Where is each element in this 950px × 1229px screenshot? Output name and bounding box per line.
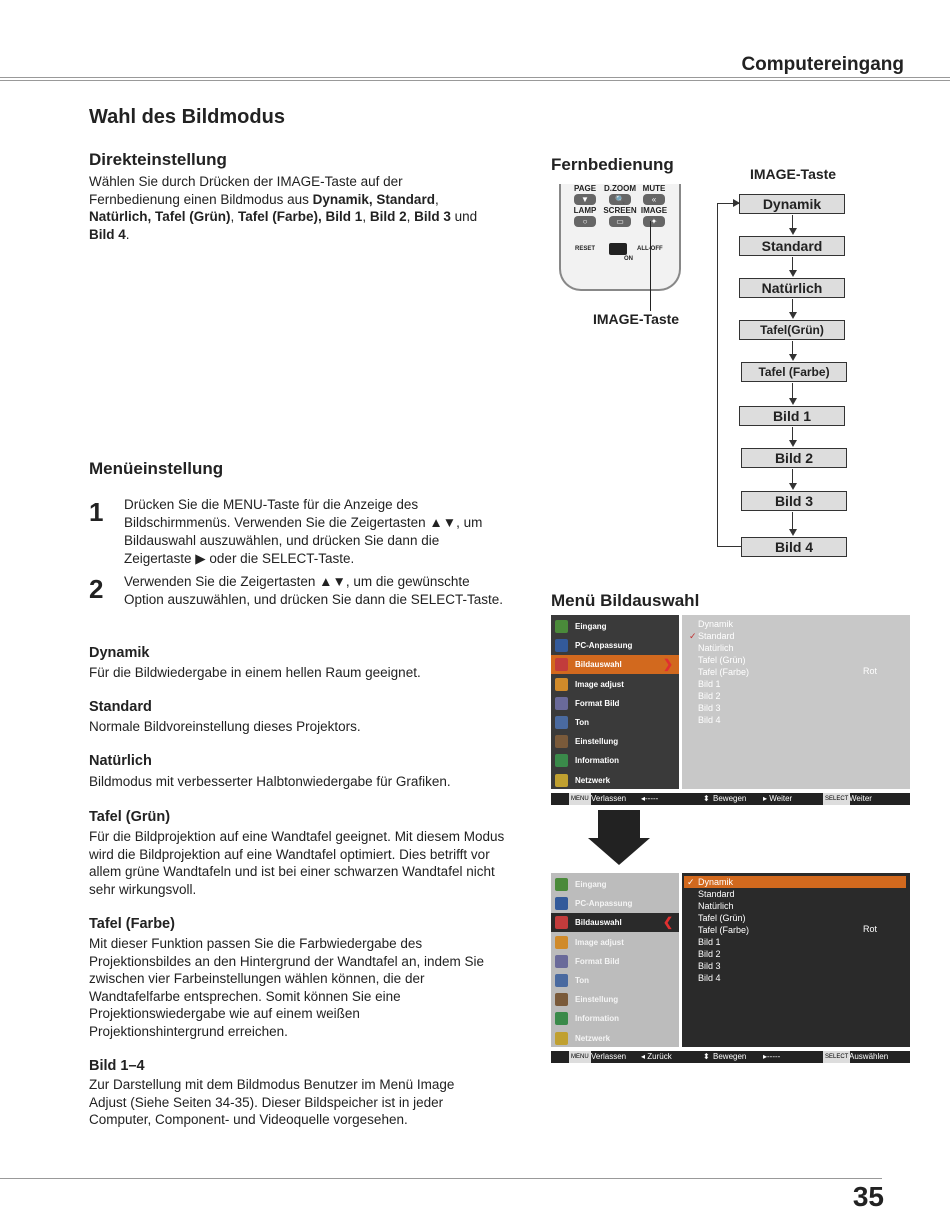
menu-item-icon	[555, 993, 568, 1006]
menu-item-icon	[555, 716, 568, 729]
osd-status-bar	[551, 1051, 910, 1063]
osd-option[interactable]	[698, 900, 734, 912]
osd-option-label: Bild 2	[698, 949, 721, 959]
flow-arrowhead	[789, 354, 797, 361]
header-rule	[0, 77, 950, 78]
osd-option-label: Bild 3	[698, 703, 721, 713]
menu-item-icon	[555, 658, 568, 671]
tafel-color-value: Rot	[863, 666, 878, 676]
move-icon: ⬍	[703, 1052, 710, 1061]
mute-button: «	[643, 194, 665, 205]
move-label: Bewegen	[713, 794, 747, 803]
osd-left-item-label: PC-Anpassung	[575, 641, 633, 651]
osd-left-item-label: Ton	[575, 718, 590, 727]
menu-key: MENU	[569, 793, 591, 805]
osd-left-item-label: Einstellung	[575, 995, 619, 1005]
flow-arrow	[792, 383, 793, 398]
osd-option-label: Standard	[698, 631, 735, 641]
osd-left-panel	[551, 615, 679, 789]
osd-option-label: Standard	[698, 889, 735, 899]
mute-label: MUTE	[642, 184, 666, 193]
next-label: ▸ Weiter	[763, 794, 793, 803]
osd-option[interactable]	[698, 618, 733, 630]
osd-left-item[interactable]	[551, 636, 679, 655]
flow-box: Natürlich	[739, 278, 845, 298]
alloff-label: ALL-OFF	[637, 246, 663, 252]
footer-rule	[0, 1178, 882, 1179]
flow-arrowhead	[789, 228, 797, 235]
osd-option-label: Bild 1	[698, 679, 721, 689]
flow-arrow	[792, 257, 793, 270]
direkt-heading: Direkteinstellung	[89, 150, 227, 169]
osd-left-item-label: Eingang	[575, 622, 607, 631]
switch-icon	[609, 243, 627, 255]
osd-right-panel	[682, 615, 910, 789]
menu-item-icon	[555, 639, 568, 652]
osd-option-label: Tafel (Farbe)	[698, 667, 750, 677]
back-label: ◂ Zurück	[641, 1052, 672, 1061]
flow-arrowhead	[789, 529, 797, 536]
menu-item-icon	[555, 697, 568, 710]
osd-option-label: Natürlich	[698, 901, 734, 911]
osd-left-item-label: Bildauswahl	[575, 918, 622, 928]
lamp-button: ○	[574, 216, 596, 227]
osd-left-item[interactable]	[551, 1029, 679, 1048]
osd-option[interactable]	[698, 690, 721, 702]
osd-left-item-label: Image adjust	[575, 679, 624, 689]
next-label: ▸-----	[763, 1052, 781, 1061]
lamp-label: LAMP	[573, 206, 597, 215]
menu-item-icon	[555, 678, 568, 691]
mode-natuerlich-desc: Bildmodus mit verbesserter Halbtonwiedergabe für Grafiken.	[89, 774, 451, 789]
select-key: SELECT	[823, 793, 850, 805]
flow-loop-arrowhead	[733, 199, 740, 207]
osd-option-label: Bild 2	[698, 691, 721, 701]
osd-option[interactable]	[698, 654, 746, 666]
osd-option[interactable]	[698, 642, 734, 654]
flow-loop-line	[717, 203, 718, 546]
move-label: Bewegen	[713, 1052, 747, 1061]
osd-option[interactable]	[698, 702, 721, 714]
menu-item-icon	[555, 955, 568, 968]
menu-item-icon	[555, 974, 568, 987]
osd-option[interactable]	[698, 678, 721, 690]
osd-left-item[interactable]	[551, 675, 679, 694]
select-label: Auswählen	[849, 1052, 889, 1061]
osd-option[interactable]	[698, 912, 746, 924]
mode-tafel-gruen-desc: Für die Bildprojektion auf eine Wandtafel geeignet. Mit diesem Modus wird die Bildprojektion auf eine Wandtafel optimiert. Dies betrifft vor allem grüne Wandtafeln und ist bei einer schwarzen Wandtafel nicht sehr wirkungsvoll.	[89, 829, 505, 897]
page-number: 35	[852, 1181, 884, 1212]
osd-option-label: Natürlich	[698, 643, 734, 653]
osd-left-item[interactable]	[551, 971, 679, 990]
flow-arrowhead	[789, 398, 797, 405]
osd-option-label: Tafel (Farbe)	[698, 925, 750, 935]
osd-option[interactable]	[698, 960, 721, 972]
flow-arrow	[792, 427, 793, 440]
osd-left-item[interactable]	[551, 894, 679, 913]
menu-item-icon	[555, 1032, 568, 1045]
osd-left-item-label: Information	[575, 1014, 619, 1024]
osd-left-item[interactable]	[551, 751, 679, 770]
osd-left-item-label: Information	[575, 756, 619, 766]
remote-callout: IMAGE-Taste	[593, 311, 680, 327]
mode-bild-title: Bild 1–4	[89, 1058, 145, 1074]
osd-left-item[interactable]	[551, 617, 679, 636]
direkt-text: Wählen Sie durch Drücken der IMAGE-Taste auf der Fernbedienung einen Bildmodus aus Dynamik, Standard, Natürlich, Tafel (Grün), Tafel (Farbe), Bild 1, Bild 2, Bild 3 und Bild 4.	[89, 174, 478, 242]
osd-option-label: Bild 1	[698, 937, 721, 947]
osd-left-item[interactable]	[551, 875, 679, 894]
osd-left-item-label: Format Bild	[575, 956, 620, 966]
remote-heading: Fernbedienung	[551, 155, 674, 174]
dzoom-button: 🔍	[609, 194, 631, 205]
step-2-text: Verwenden Sie die Zeigertasten ▲▼, um die gewünschte Option auszuwählen, und drücken Sie dann die SELECT-Taste.	[124, 574, 503, 607]
flow-box: Bild 4	[741, 537, 847, 557]
on-label: ON	[624, 256, 633, 262]
screen-button: ▭	[609, 216, 631, 227]
chevron-right-icon: ❯	[662, 657, 673, 672]
menu-item-icon	[555, 620, 568, 633]
flow-arrow	[792, 469, 793, 483]
osd-left-item[interactable]	[551, 1009, 679, 1028]
leave-label: Verlassen	[591, 1052, 627, 1061]
osd-left-item[interactable]	[551, 732, 679, 751]
down-arrow-shaft	[598, 810, 640, 838]
osd-option-label: Dynamik	[698, 877, 734, 887]
osd-left-item-label: Ton	[575, 976, 590, 985]
osd-left-item-label: Bildauswahl	[575, 660, 622, 670]
mode-standard-desc: Normale Bildvoreinstellung dieses Projektors.	[89, 719, 361, 734]
check-icon: ✓	[687, 877, 695, 887]
flow-arrowhead	[789, 483, 797, 490]
menu-item-icon	[555, 916, 568, 929]
mode-bild-desc: Zur Darstellung mit dem Bildmodus Benutzer im Menü Image Adjust (Siehe Seiten 34-35). Dieser Bildspeicher ist in jeder Computer, Component- und Videoquelle vorgesehen.	[89, 1077, 455, 1127]
osd-right-panel	[682, 873, 910, 1047]
flow-arrow	[792, 215, 793, 228]
flow-arrow	[792, 341, 793, 354]
osd-option[interactable]	[698, 714, 721, 726]
flow-box: Tafel (Farbe)	[741, 362, 847, 382]
flow-arrow	[792, 299, 793, 312]
menu-item-icon	[555, 936, 568, 949]
step-1-number: 1	[89, 497, 104, 527]
osd-option[interactable]	[684, 876, 906, 888]
menu-item-icon	[555, 897, 568, 910]
osd-option[interactable]	[698, 972, 721, 984]
osd-option[interactable]	[698, 936, 721, 948]
remote-control-illustration	[559, 184, 681, 291]
page-label: PAGE	[573, 184, 597, 193]
osd-menu-after	[551, 873, 910, 1065]
dzoom-label: D.ZOOM	[604, 184, 636, 193]
osd-left-item[interactable]	[551, 713, 679, 732]
flow-arrowhead	[789, 440, 797, 447]
osd-heading: Menü Bildauswahl	[551, 591, 700, 610]
osd-left-item[interactable]	[551, 694, 679, 713]
flow-box: Tafel(Grün)	[739, 320, 845, 340]
leave-label: Verlassen	[591, 794, 627, 803]
flow-box: Bild 3	[741, 491, 847, 511]
osd-left-item[interactable]	[551, 655, 679, 674]
osd-left-item[interactable]	[551, 771, 679, 790]
mode-dynamik-desc: Für die Bildwiedergabe in einem hellen Raum geeignet.	[89, 665, 421, 680]
osd-menu-before	[551, 615, 910, 807]
step-2-number: 2	[89, 574, 104, 604]
menu-item-icon	[555, 878, 568, 891]
mode-dynamik-title: Dynamik	[89, 645, 150, 661]
osd-option[interactable]	[698, 948, 721, 960]
flow-title: IMAGE-Taste	[750, 166, 837, 182]
menu-item-icon	[555, 735, 568, 748]
mode-tafel-farbe-title: Tafel (Farbe)	[89, 916, 175, 932]
osd-left-item-label: PC-Anpassung	[575, 899, 633, 909]
down-arrow-icon	[588, 838, 650, 865]
chevron-left-icon: ❮	[662, 915, 673, 930]
osd-status-bar	[551, 793, 910, 805]
osd-left-item-label: Einstellung	[575, 737, 619, 747]
osd-option-label: Bild 4	[698, 715, 721, 725]
menu-key: MENU	[569, 1051, 591, 1063]
menu-item-icon	[555, 1012, 568, 1025]
tafel-color-value: Rot	[863, 924, 878, 934]
osd-left-item-label: Image adjust	[575, 937, 624, 947]
osd-option-label: Tafel (Grün)	[698, 655, 746, 665]
osd-option[interactable]	[698, 888, 735, 900]
select-key: SELECT	[823, 1051, 850, 1063]
menu-heading: Menüeinstellung	[89, 459, 224, 478]
mode-natuerlich-title: Natürlich	[89, 753, 152, 769]
reset-label: RESET	[575, 246, 596, 252]
osd-left-item-label: Eingang	[575, 880, 607, 889]
flow-box: Bild 2	[741, 448, 847, 468]
osd-left-item-label: Netzwerk	[575, 1033, 611, 1043]
mode-tafel-farbe-desc: Mit dieser Funktion passen Sie die Farbwiedergabe des Projektionsbildes an den Hintergrund der Wandtafel an, indem Sie zwischen vier Farbeinstellungen wählen können, die der Wandtafelfarbe entsprechen. Somit können Sie eine Projektionswiedergabe wie auf einem weißen Projektionshintergrund erreichen.	[89, 936, 484, 1039]
osd-option[interactable]	[698, 924, 749, 936]
osd-option-label: Bild 4	[698, 973, 721, 983]
osd-option-label: Bild 3	[698, 961, 721, 971]
mode-standard-title: Standard	[89, 699, 152, 715]
menu-item-icon	[555, 774, 568, 787]
check-icon: ✓	[689, 631, 697, 641]
mode-tafel-gruen-title: Tafel (Grün)	[89, 809, 171, 825]
flow-box: Bild 1	[739, 406, 845, 426]
image-button: ✦	[643, 216, 665, 227]
image-label: IMAGE	[640, 206, 668, 215]
osd-option[interactable]	[698, 666, 749, 678]
screen-label: SCREEN	[603, 206, 637, 215]
osd-left-item-label: Format Bild	[575, 698, 620, 708]
menu-item-icon	[555, 754, 568, 767]
flow-box: Dynamik	[739, 194, 845, 214]
osd-left-item[interactable]	[551, 913, 679, 932]
osd-option[interactable]	[689, 630, 735, 642]
osd-option-label: Tafel (Grün)	[698, 913, 746, 923]
flow-loop-bottom	[717, 546, 741, 547]
flow-arrow	[792, 512, 793, 529]
flow-box: Standard	[739, 236, 845, 256]
callout-line	[650, 221, 651, 311]
flow-arrowhead	[789, 312, 797, 319]
flow-arrowhead	[789, 270, 797, 277]
select-label: Weiter	[849, 794, 872, 803]
osd-left-item[interactable]	[551, 933, 679, 952]
page-title: Wahl des Bildmodus	[89, 106, 285, 128]
section-title: Computereingang	[741, 54, 904, 75]
page-button: ▼	[574, 194, 596, 205]
header-rule-2	[0, 80, 950, 81]
osd-option-label: Dynamik	[698, 619, 734, 629]
move-icon: ⬍	[703, 794, 710, 803]
osd-left-item[interactable]	[551, 952, 679, 971]
osd-left-panel	[551, 873, 679, 1047]
osd-left-item[interactable]	[551, 990, 679, 1009]
osd-left-item-label: Netzwerk	[575, 775, 611, 785]
back-label: ◂-----	[641, 794, 659, 803]
step-1-text: Drücken Sie die MENU-Taste für die Anzeige des Bildschirmmenüs. Verwenden Sie die Zeigertasten ▲▼, um Bildauswahl auszuwählen, und drücken Sie dann die Zeigertaste ▶ oder die SELECT-Taste.	[124, 497, 483, 566]
